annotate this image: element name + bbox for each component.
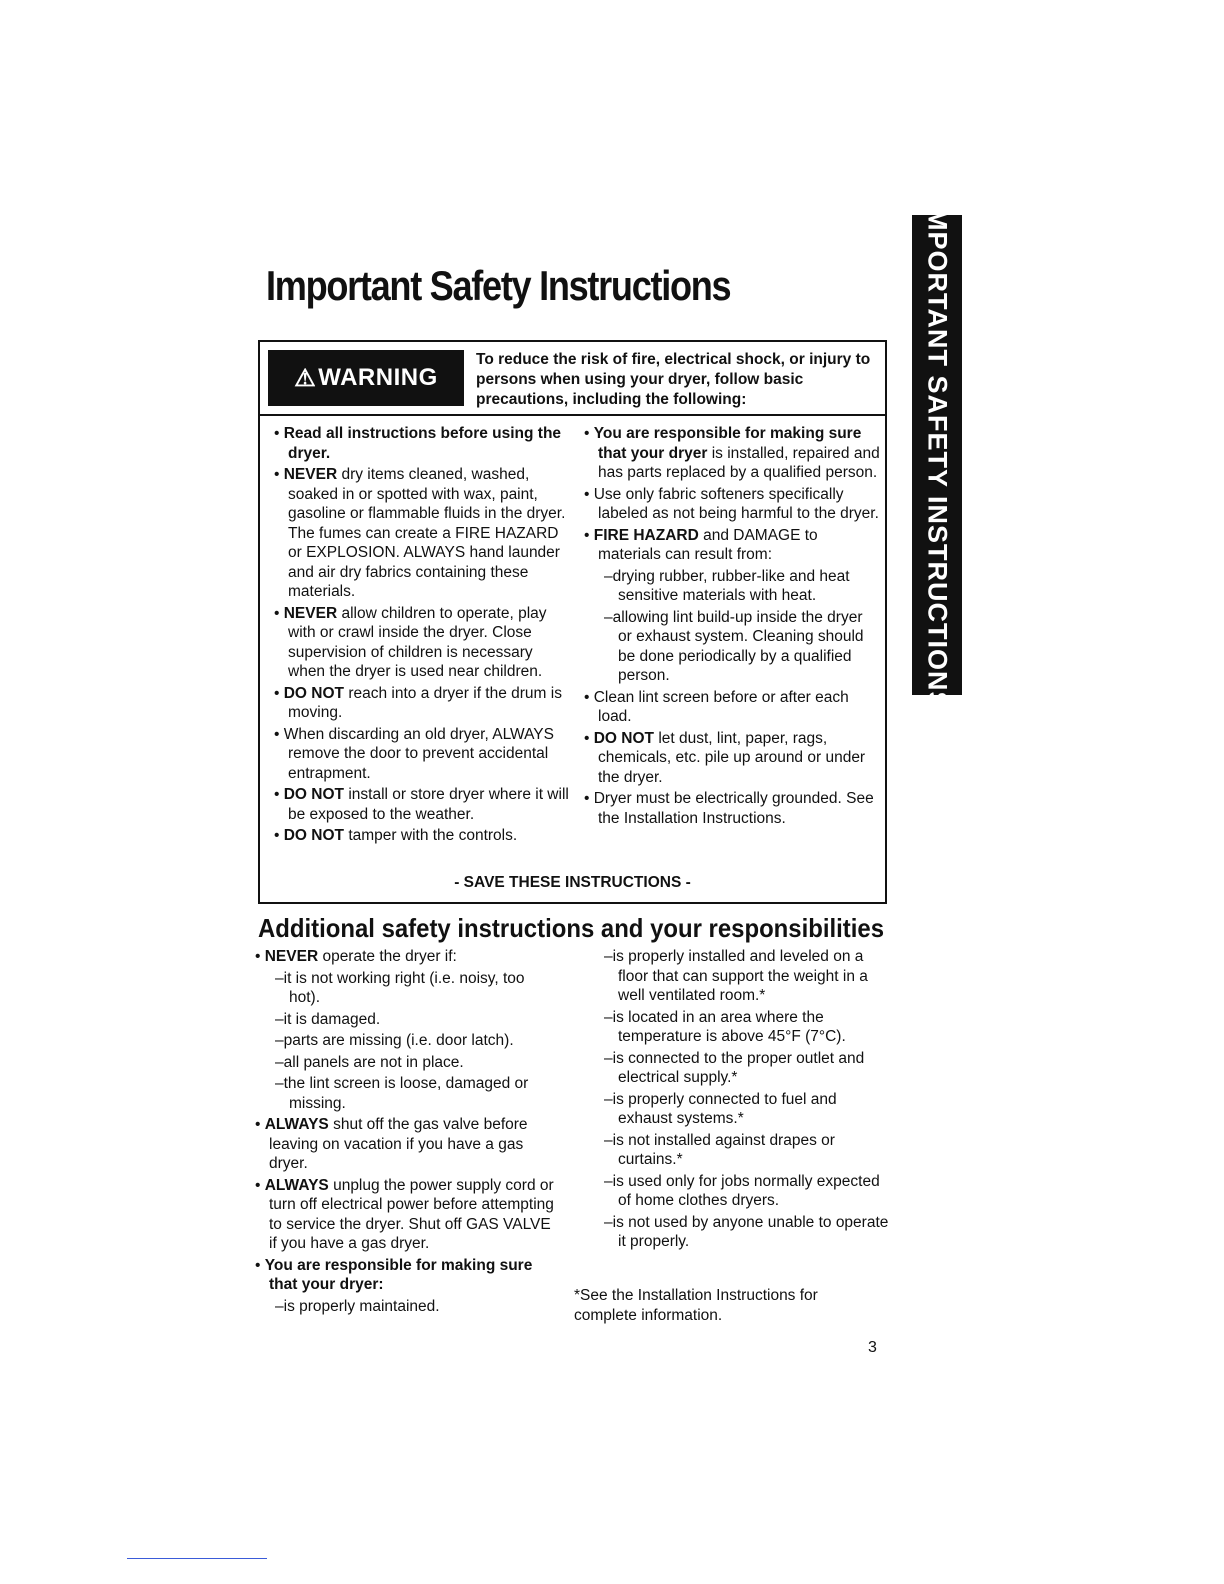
warning-right-column bbox=[584, 424, 880, 830]
side-tab-label: IMPORTANT SAFETY INSTRUCTIONS bbox=[922, 199, 953, 711]
warning-label: WARNING bbox=[318, 364, 438, 391]
footnote: *See the Installation Instructions for complete information. bbox=[574, 1287, 818, 1324]
warning-left-column bbox=[274, 424, 574, 848]
list-item: • You are responsible for making sure that your dryer is installed, repaired and has parts replaced by a qualified person. bbox=[584, 425, 880, 481]
save-instructions-line: - SAVE THESE INSTRUCTIONS - bbox=[454, 874, 691, 891]
warning-header bbox=[260, 342, 885, 416]
list-item: • NEVER allow children to operate, play with or crawl inside the dryer. Close supervision of children is necessary when the dryer is used near children. bbox=[274, 604, 547, 680]
list-subitem: –is properly installed and leveled on a floor that can support the weight in a well ventilated room.* bbox=[604, 948, 868, 1004]
list-item: • Dryer must be electrically grounded. See the Installation Instructions. bbox=[584, 790, 874, 827]
section-side-tab bbox=[912, 199, 962, 711]
page-number: 3 bbox=[868, 1339, 877, 1356]
warning-box bbox=[258, 340, 887, 904]
list-subitem: –is not used by anyone unable to operate it properly. bbox=[604, 1213, 889, 1250]
list-subitem: –is used only for jobs normally expected of home clothes dryers. bbox=[604, 1172, 880, 1209]
page-title: Important Safety Instructions bbox=[266, 262, 731, 309]
list-item: • Clean lint screen before or after each load. bbox=[584, 688, 849, 725]
list-item: • DO NOT tamper with the controls. bbox=[274, 827, 518, 844]
list-subitem: –is not installed against drapes or curtains.* bbox=[604, 1131, 835, 1168]
list-item: • DO NOT let dust, lint, paper, rags, chemicals, etc. pile up around or under the dryer. bbox=[584, 729, 866, 786]
list-item: • ALWAYS shut off the gas valve before leaving on vacation if you have a gas dryer. bbox=[255, 1116, 528, 1172]
list-subitem: –is connected to the proper outlet and electrical supply.* bbox=[604, 1049, 865, 1086]
section-subheading: Additional safety instructions and your responsibilities bbox=[258, 913, 885, 943]
list-item: • DO NOT reach into a dryer if the drum is moving. bbox=[274, 684, 562, 721]
list-item: • DO NOT install or store dryer where it will be exposed to the weather. bbox=[274, 786, 569, 823]
warning-intro-text: To reduce the risk of fire, electrical shock, or injury to persons when using your dryer, follow basic precautions, including the following: bbox=[476, 351, 871, 408]
additional-left-column bbox=[255, 947, 555, 1318]
list-item: • ALWAYS unplug the power supply cord or turn off electrical power before attempting to service the dryer. Shut off GAS VALVE if you have a gas dryer. bbox=[255, 1176, 554, 1252]
list-subitem: –it is not working right (i.e. noisy, too hot). bbox=[275, 969, 525, 1006]
footer-rule bbox=[127, 1558, 267, 1559]
list-subitem: –is located in an area where the temperature is above 45°F (7°C). bbox=[604, 1008, 846, 1045]
list-item: • NEVER operate the dryer if: bbox=[255, 948, 457, 965]
list-item: • Use only fabric softeners specifically labeled as not being harmful to the dryer. bbox=[584, 485, 879, 522]
list-subitem: –allowing lint build-up inside the dryer or exhaust system. Cleaning should be done periodically by a qualified person. bbox=[604, 608, 864, 684]
list-subitem: –all panels are not in place. bbox=[275, 1053, 464, 1071]
list-subitem: –is properly connected to fuel and exhaust systems.* bbox=[604, 1090, 837, 1127]
list-subitem: –drying rubber, rubber-like and heat sensitive materials with heat. bbox=[604, 567, 850, 604]
list-subitem: –it is damaged. bbox=[275, 1010, 381, 1028]
warning-label-block bbox=[268, 350, 464, 406]
list-subitem: –parts are missing (i.e. door latch). bbox=[275, 1032, 514, 1049]
warning-triangle-icon: ⚠ bbox=[294, 364, 317, 392]
list-item: • NEVER dry items cleaned, washed, soaked in or spotted with wax, paint, gasoline or flammable fluids in the dryer. The fumes can create a FIRE HAZARD or EXPLOSION. ALWAYS hand launder and air dry fabrics containing these materials. bbox=[274, 466, 566, 600]
list-subitem: –is properly maintained. bbox=[275, 1297, 440, 1315]
list-item: • You are responsible for making sure that your dryer: bbox=[255, 1256, 533, 1293]
list-subitem: –the lint screen is loose, damaged or missing. bbox=[275, 1075, 529, 1112]
list-item: • FIRE HAZARD and DAMAGE to materials can result from: bbox=[584, 526, 818, 563]
list-item: • When discarding an old dryer, ALWAYS remove the door to prevent accidental entrapment. bbox=[274, 725, 554, 782]
additional-right-column bbox=[584, 947, 894, 1254]
list-item: • Read all instructions before using the dryer. bbox=[274, 425, 562, 462]
